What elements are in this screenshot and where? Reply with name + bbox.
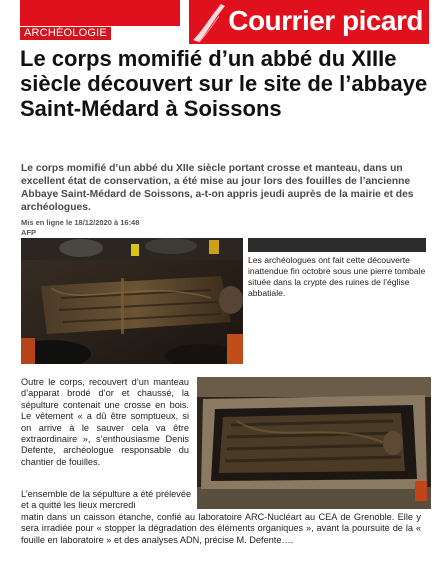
caption-bar: [248, 238, 426, 252]
article-paragraph-2-start: L’ensemble de la sépulture a été prélevée et a quitté les lieux mercredi: [21, 489, 192, 511]
sarcophagus-photo-image: [197, 377, 431, 509]
site-logo[interactable]: [189, 0, 429, 44]
publication-date: Mis en ligne le 18/12/2020 à 16:48: [21, 218, 140, 227]
article-paragraph-2-end: matin dans un caisson étanche, confié au laboratoire ARC-Nucléart au CEA de Grenoble. Elle y sera irradiée pour « stopper la dégradation des éléments organiques », avant la poursuite de la « fouille en laboratoire » et des analyses ADN, précise M. Defente….: [21, 512, 421, 545]
section-rubric[interactable]: ARCHÉOLOGIE: [20, 27, 111, 40]
header-red-bar: [20, 0, 180, 26]
article-lead: Le corps momifié d’un abbé du XIIe siècle portant crosse et manteau, dans un excellent état de conservation, a été mise au jour lors des fouilles de l’ancienne Abbaye Saint-Médard de Soissons, a-t-on appris jeudi auprès de la mairie et des archéologues.: [21, 163, 414, 213]
logo-text: Courrier picard: [228, 5, 423, 36]
sarcophagus-photo: [197, 377, 431, 509]
logo-swoosh-icon: [189, 0, 227, 44]
excavation-photo: [21, 238, 243, 364]
excavation-photo-image: [21, 238, 243, 364]
article-source: AFP: [21, 228, 36, 237]
article-title: Le corps momifié d’un abbé du XIIIe siècle découvert sur le site de l’abbaye Saint-Médard à Soissons: [20, 46, 428, 121]
article-paragraph-1: Outre le corps, recouvert d’un manteau d’apparat brodé d’or et chaussé, la sépulture contenait une crosse en bois. Le vêtement « a dû être somptueux, si on arrive à le sauver cela va être extraordinaire », s’enthousiasme Denis Defente, archéologue responsable du chantier de fouilles.: [21, 377, 189, 467]
photo-caption: Les archéologues ont fait cette découverte inattendue fin octobre sous une pierre tombale située dans la crypte des ruines de l’église abbatiale.: [248, 255, 426, 298]
